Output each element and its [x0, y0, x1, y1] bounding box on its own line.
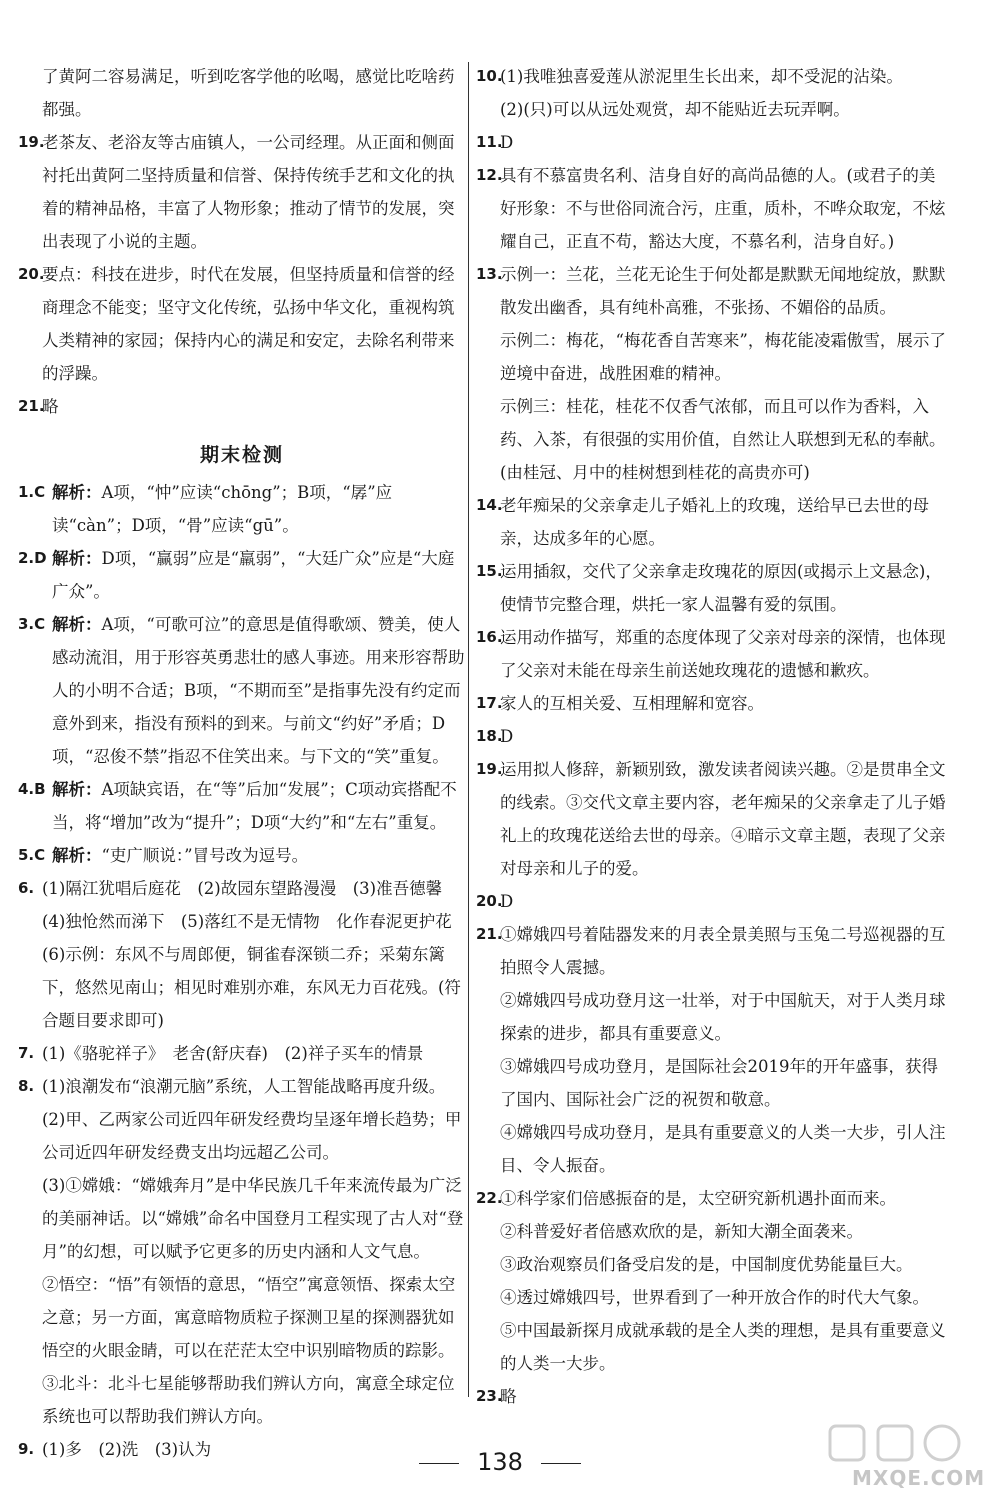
answer-18	[476, 720, 948, 753]
answer-text: 略	[42, 397, 59, 416]
answer-text: “吏广顺说：”冒号改为逗号。	[101, 846, 309, 865]
right-column	[476, 60, 948, 1413]
answer-text: (4)独怆然而涕下 (5)落红不是无情物 化作春泥更护花	[42, 912, 452, 931]
answer-16	[476, 621, 948, 687]
answer-15	[476, 555, 948, 621]
answer-text: ①嫦娥四号着陆器发来的月表全景美照与玉兔二号巡视器的互拍照令人震撼。	[500, 925, 946, 977]
question-number: 18.	[476, 727, 503, 745]
question-number: 15.	[476, 562, 503, 580]
answer-text: ②悟空：“悟”有领悟的意思，“悟空”寓意领悟、探索太空之意；另一方面，寓意暗物质粒子探测卫星的探测器犹如悟空的火眼金睛，可以在茫茫太空中识别暗物质的踪影。	[42, 1275, 456, 1360]
left-column	[18, 60, 466, 1466]
answer-text: 略	[500, 1387, 517, 1406]
answer-11	[476, 126, 948, 159]
site-watermark	[822, 1420, 986, 1490]
answer-2	[18, 542, 466, 608]
analysis-label: 解析：	[52, 615, 102, 634]
question-number: 6.	[18, 879, 35, 897]
answer-text: ④嫦娥四号成功登月，是具有重要意义的人类一大步，引人注目、令人振奋。	[500, 1123, 946, 1175]
answer-text: 要点：科技在进步，时代在发展，但坚持质量和信誉的经商理念不能变；坚守文化传统，弘扬中华文化，重视构筑人类精神的家园；保持内心的满足和安定，去除名利带来的浮躁。	[42, 265, 455, 383]
question-number: 4.B	[18, 780, 46, 798]
analysis-label: 解析：	[52, 780, 102, 799]
answer-text: ③政治观察员们备受启发的是，中国制度优势能量巨大。	[500, 1255, 913, 1274]
analysis-label: 解析：	[52, 549, 102, 568]
answer-text: D	[500, 727, 514, 746]
answer-text: (1)《骆驼祥子》 老舍(舒庆春) (2)祥子买车的情景	[42, 1044, 424, 1063]
question-number: 21.	[18, 397, 45, 415]
answer-text: 老茶友、老浴友等古庙镇人，一公司经理。从正面和侧面衬托出黄阿二坚持质量和信誉、保持传统手艺和文化的执着的精神品格，丰富了人物形象；推动了情节的发展，突出表现了小说的主题。	[42, 133, 455, 251]
answer-17	[476, 687, 948, 720]
answer-20	[18, 258, 466, 390]
answer-text: A项，“忡”应读“chōng”；B项，“孱”应读“càn”；D项，“骨”应读“gū”。	[52, 483, 393, 535]
answer-text: 老年痴呆的父亲拿走儿子婚礼上的玫瑰，送给早已去世的母亲，达成多年的心愿。	[500, 496, 929, 548]
question-number: 12.	[476, 166, 503, 184]
answer-6	[18, 872, 466, 1037]
answer-text: (3)①嫦娥：“嫦娥奔月”是中华民族几千年来流传最为广泛的美丽神话。以“嫦娥”命名中国登月工程实现了古人对“登月”的幻想，可以赋予它更多的历史内涵和人文气息。	[42, 1176, 464, 1261]
section-title: 期末检测	[199, 444, 284, 466]
answer-text: 示例一：兰花，兰花无论生于何处都是默默无闻地绽放，默默散发出幽香，具有纯朴高雅，不张扬、不媚俗的品质。	[500, 265, 946, 317]
question-number: 22.	[476, 1189, 503, 1207]
question-number: 19.	[476, 760, 503, 778]
answer-5	[18, 839, 466, 872]
answer-text: ④透过嫦娥四号，世界看到了一种开放合作的时代大气象。	[500, 1288, 929, 1307]
column-divider	[468, 62, 469, 1397]
answer-text: 运用拟人修辞，新颖别致，激发读者阅读兴趣。②是贯串全文的线索。③交代文章主要内容，老年痴呆的父亲拿走了儿子婚礼上的玫瑰花送给去世的母亲。④暗示文章主题，表现了父亲对母亲和儿子的爱。	[500, 760, 946, 878]
answer-text: 示例二：梅花，“梅花香自苦寒来”，梅花能凌霜傲雪，展示了逆境中奋进，战胜困难的精神。	[500, 331, 946, 383]
answer-text: 家人的互相关爱、互相理解和宽容。	[500, 694, 764, 713]
answer-10	[476, 60, 948, 126]
answer-text: (1)多 (2)洗 (3)认为	[42, 1440, 212, 1459]
answer-text: 具有不慕富贵名利、洁身自好的高尚品德的人。(或君子的美好形象：不与世俗同流合污，庄重，质朴，不哗众取宠，不炫耀自己，正直不苟，豁达大度，不慕名利，洁身自好。)	[500, 166, 946, 251]
answer-19	[476, 753, 948, 885]
question-number: 7.	[18, 1044, 35, 1062]
answer-8	[18, 1070, 466, 1433]
answer-text: ③北斗：北斗七星能够帮助我们辨认方向，寓意全球定位系统也可以帮助我们辨认方向。	[42, 1374, 455, 1426]
answer-20	[476, 885, 948, 918]
answer-21	[476, 918, 948, 1182]
question-number: 3.C	[18, 615, 46, 633]
question-number: 10.	[476, 67, 503, 85]
analysis-label: 解析：	[52, 483, 102, 502]
answer-text: 运用插叙，交代了父亲拿走玫瑰花的原因(或揭示上文悬念)，使情节完整合理，烘托一家人温馨有爱的氛围。	[500, 562, 942, 614]
question-number: 20.	[18, 265, 45, 283]
answer-text: ③嫦娥四号成功登月，是国际社会2019年的开年盛事，获得了国内、国际社会广泛的祝贺和敬意。	[500, 1057, 938, 1109]
question-number: 21.	[476, 925, 503, 943]
question-number: 16.	[476, 628, 503, 646]
answer-text: ⑤中国最新探月成就承载的是全人类的理想，是具有重要意义的人类一大步。	[500, 1321, 946, 1373]
answer-text: ①科学家们倍感振奋的是，太空研究新机遇扑面而来。	[500, 1189, 896, 1208]
question-number: 14.	[476, 496, 503, 514]
answer-3	[18, 608, 466, 773]
answer-4	[18, 773, 466, 839]
question-number: 8.	[18, 1077, 35, 1095]
answer-text: A项缺宾语，在“等”后加“发展”；C项动宾搭配不当，将“增加”改为“提升”；D项“大约”和“左右”重复。	[52, 780, 457, 832]
answer-12	[476, 159, 948, 258]
question-number: 5.C	[18, 846, 46, 864]
answer-text: A项，“可歌可泣”的意思是值得歌颂、赞美，使人感动流泪，用于形容英勇悲壮的感人事迹。用来形容帮助人的小明不合适；B项，“不期而至”是指事先没有约定而意外到来，指没有预料的到来。与前文“约好”矛盾；D项，“忍俊不禁”指忍不住笑出来。与下文的“笑”重复。	[52, 615, 465, 766]
answer-text: (1)隔江犹唱后庭花 (2)故园东望路漫漫 (3)准吾德馨	[42, 879, 443, 898]
answer-text: (2)甲、乙两家公司近四年研发经费均呈逐年增长趋势；甲公司近四年研发经费支出均远超乙公司。	[42, 1110, 462, 1162]
answer-text: ②嫦娥四号成功登月这一壮举，对于中国航天，对于人类月球探索的进步，都具有重要意义。	[500, 991, 946, 1043]
answer-text: ②科普爱好者倍感欢欣的是，新知大潮全面袭来。	[500, 1222, 863, 1241]
answer-14	[476, 489, 948, 555]
analysis-label: 解析：	[52, 846, 102, 865]
answer-text: D	[500, 892, 514, 911]
question-number: 11.	[476, 133, 503, 151]
answer-22	[476, 1182, 948, 1380]
answer-19	[18, 126, 466, 258]
question-number: 17.	[476, 694, 503, 712]
answer-text: (2)(只)可以从远处观赏，却不能贴近去玩弄啊。	[500, 100, 850, 119]
question-number: 13.	[476, 265, 503, 283]
answer-text: D	[500, 133, 514, 152]
answer-text: (1)我唯独喜爱莲从淤泥里生长出来，却不受泥的沾染。	[500, 67, 903, 86]
question-number: 1.C	[18, 483, 46, 501]
answer-text: (6)示例：东风不与周郎便，铜雀春深锁二乔；采菊东篱下，悠然见南山；相见时难别亦难，东风无力百花残。(符合题目要求即可)	[42, 945, 461, 1030]
question-number: 23.	[476, 1387, 503, 1405]
answer-text: (1)浪潮发布“浪潮元脑”系统，人工智能战略再度升级。	[42, 1077, 446, 1096]
answer-text: D项，“赢弱”应是“羸弱”，“大廷广众”应是“大庭广众”。	[52, 549, 455, 601]
answer-7	[18, 1037, 466, 1070]
answer-13	[476, 258, 948, 489]
watermark-logo-icon	[822, 1420, 972, 1470]
answer-23	[476, 1380, 948, 1413]
answer-1	[18, 476, 466, 542]
footer-rule	[419, 1463, 459, 1464]
page-number: 138	[477, 1448, 523, 1476]
answer-text: 示例三：桂花，桂花不仅香气浓郁，而且可以作为香料，入药、入茶，有很强的实用价值，自然让人联想到无私的奉献。(由桂冠、月中的桂树想到桂花的高贵亦可)	[500, 397, 946, 482]
footer-rule	[541, 1463, 581, 1464]
question-number: 20.	[476, 892, 503, 910]
question-number: 2.D	[18, 549, 47, 567]
watermark-text: MXQE.COM	[852, 1466, 986, 1490]
question-number: 19.	[18, 133, 45, 151]
answer-18-continued: 了黄阿二容易满足，听到吃客学他的吆喝，感觉比吃啥药都强。	[42, 67, 455, 119]
answer-text: 运用动作描写，郑重的态度体现了父亲对母亲的深情，也体现了父亲对未能在母亲生前送她玫瑰花的遗憾和歉疚。	[500, 628, 946, 680]
answer-21	[18, 390, 466, 423]
question-number: 9.	[18, 1440, 35, 1458]
